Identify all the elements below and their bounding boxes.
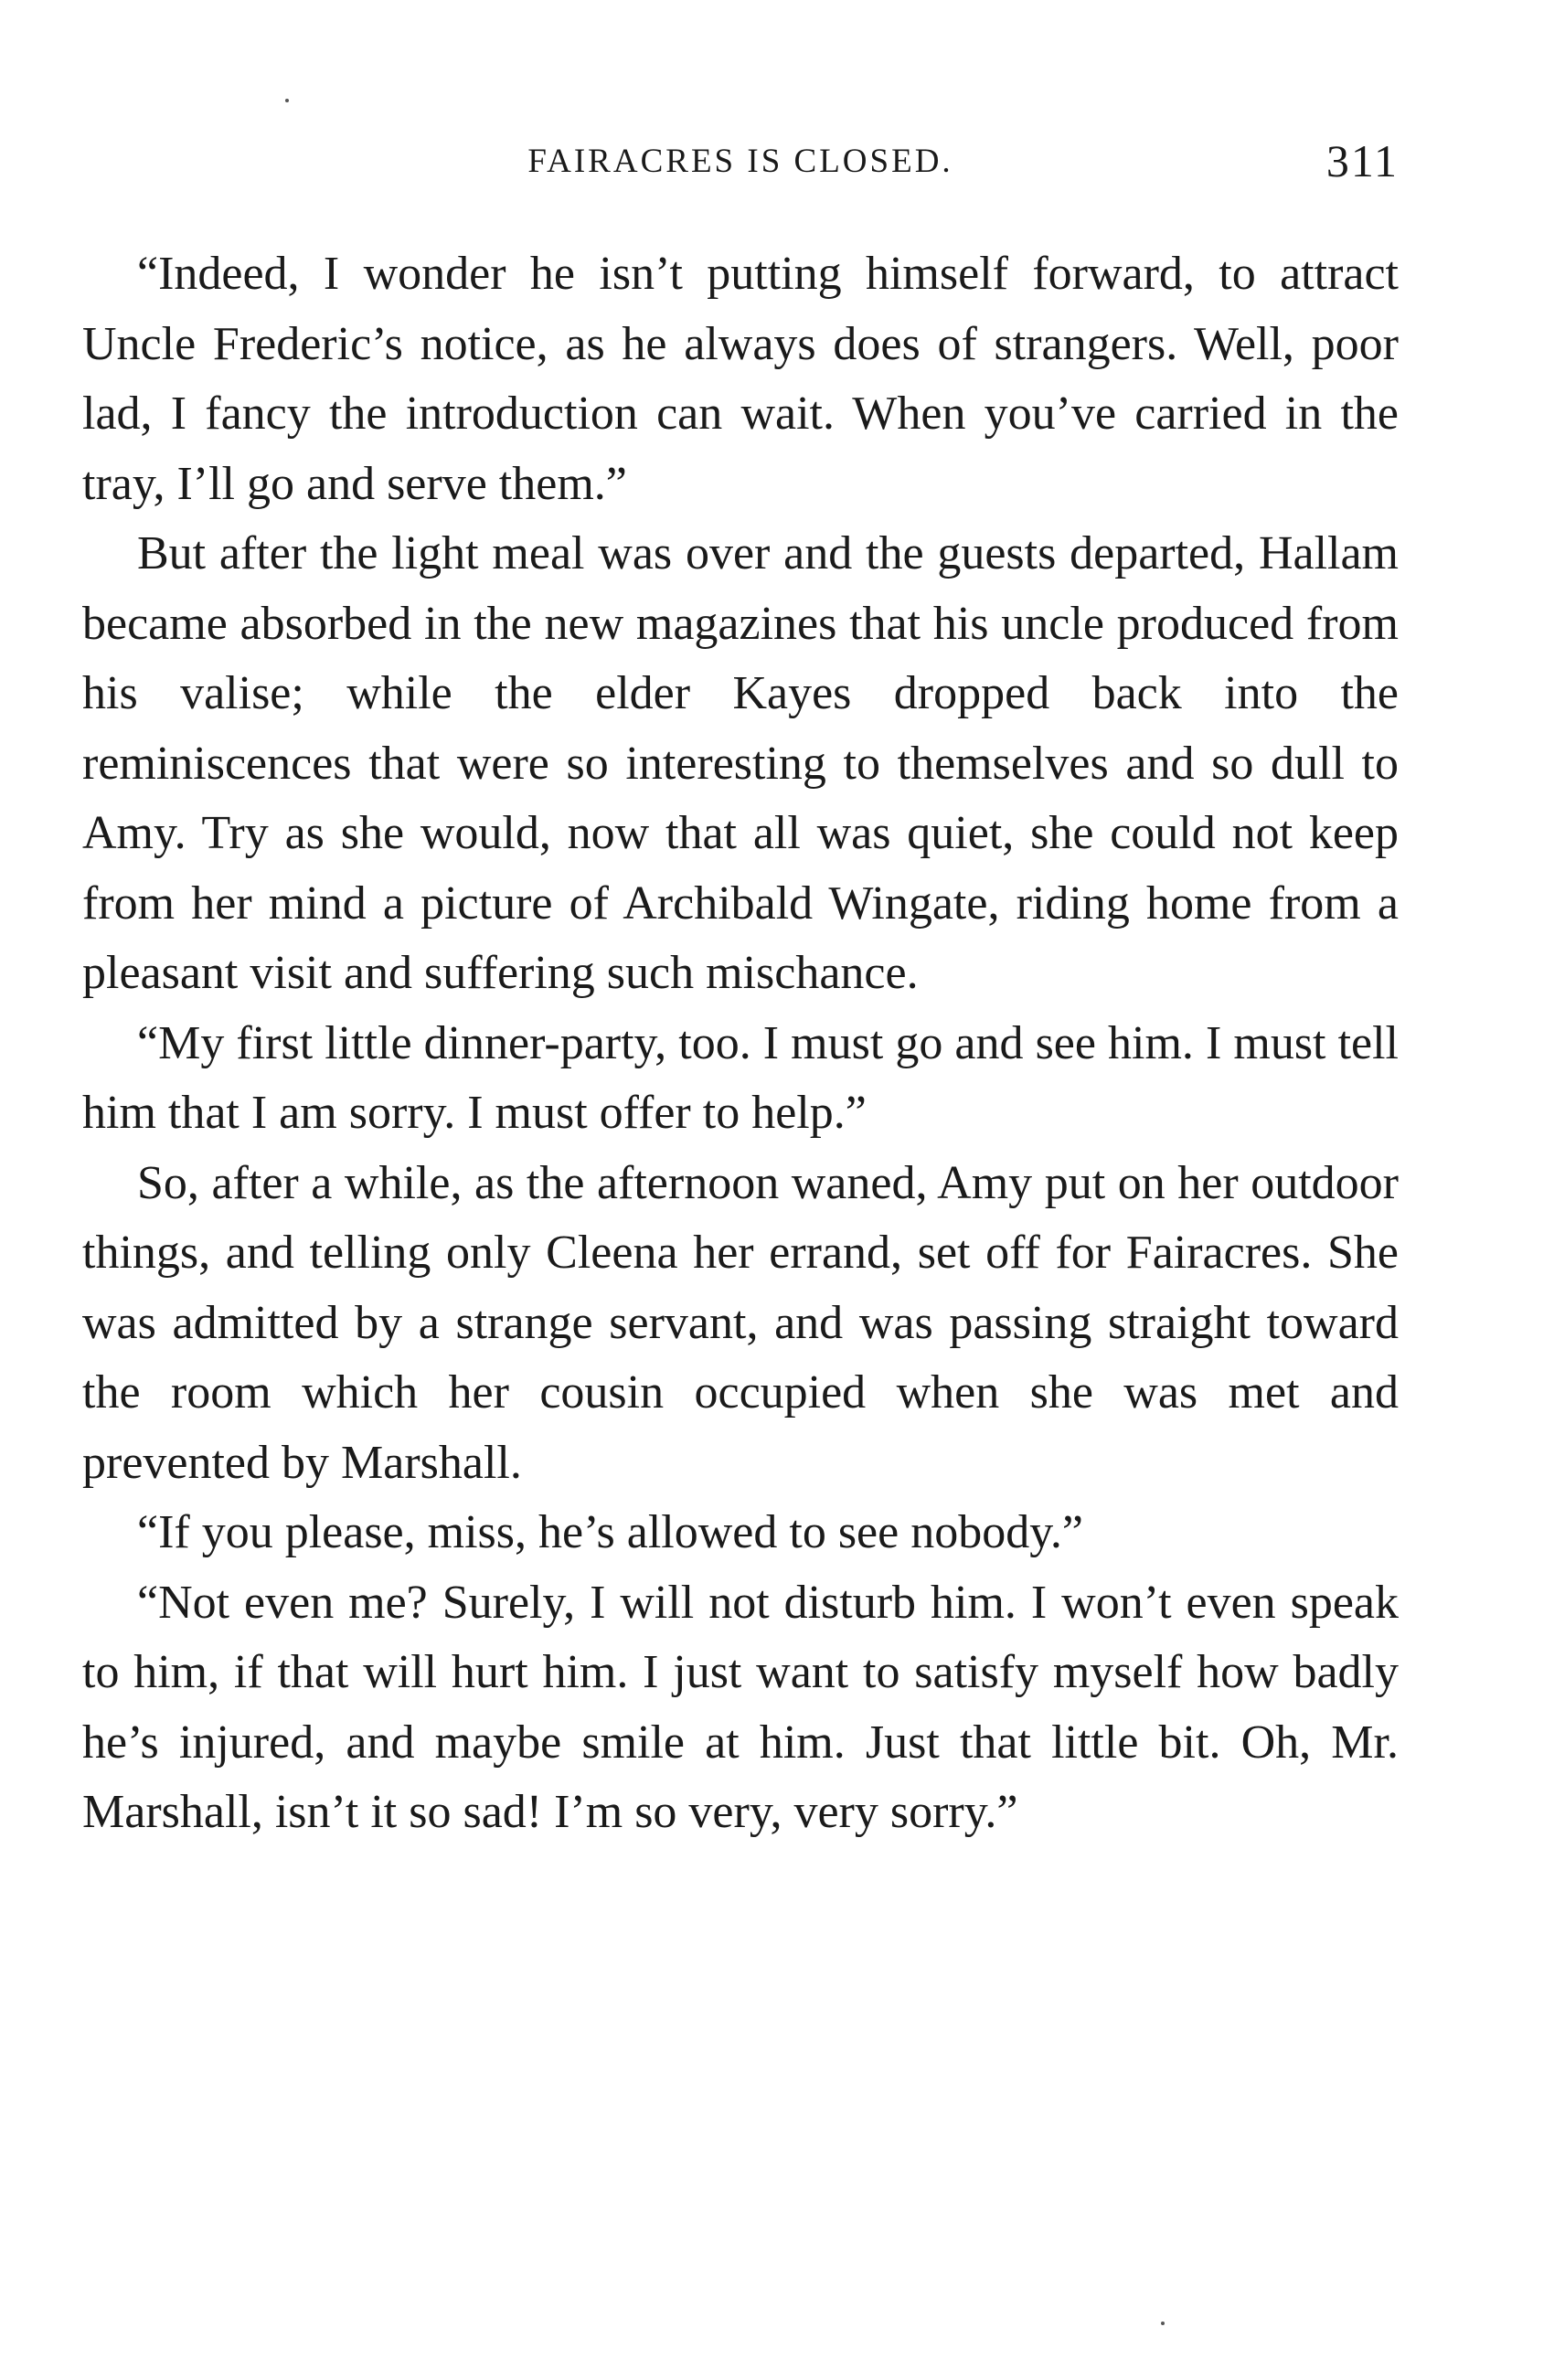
paragraph: “Not even me? Surely, I will not disturb him. I won’t even speak to him, if that will hurt him. I just want to satisfy myself how badly he’s injured, and maybe smile at him. Just that little bit. Oh, Mr. Marshall, isn’t it so sad! I’m so very, very sorry.”: [82, 1576, 1399, 1838]
paragraph: “Indeed, I wonder he isn’t putting himself forward, to attract Uncle Frederic’s notice, as he always does of strangers. Well, poor lad, I fancy the introduction can wait. When you’ve carried in the tray, I’ll go and serve them.”: [82, 248, 1399, 510]
paragraph: But after the light meal was over and the guests departed, Hallam became absorbed in the new magazines that his uncle produced from his valise; while the elder Kayes dropped back into the reminiscences that were so interesting to themselves and so dull to Amy. Try as she would, now that all was quiet, she could not keep from her mind a picture of Archibald Wingate, riding home from a pleasant visit and suffering such mischance.: [82, 527, 1399, 999]
page-header: [82, 135, 1399, 190]
paper-speck: [1161, 2322, 1165, 2325]
paragraph: “My first little dinner-party, too. I must go and see him. I must tell him that I am sorry. I must offer to help.”: [82, 1016, 1399, 1139]
paragraph: So, after a while, as the afternoon waned, Amy put on her outdoor things, and telling only Cleena her errand, set off for Fairacres. She was admitted by a strange servant, and was passing straight toward the room which her cousin occupied when she was met and prevented by Marshall.: [82, 1156, 1399, 1489]
body-text: [82, 239, 1399, 1848]
page-number: 311: [1325, 135, 1399, 186]
paragraph: “If you please, miss, he’s allowed to see nobody.”: [137, 1506, 1083, 1558]
paper-speck: [285, 99, 289, 102]
running-title: FAIRACRES IS CLOSED.: [527, 143, 953, 180]
